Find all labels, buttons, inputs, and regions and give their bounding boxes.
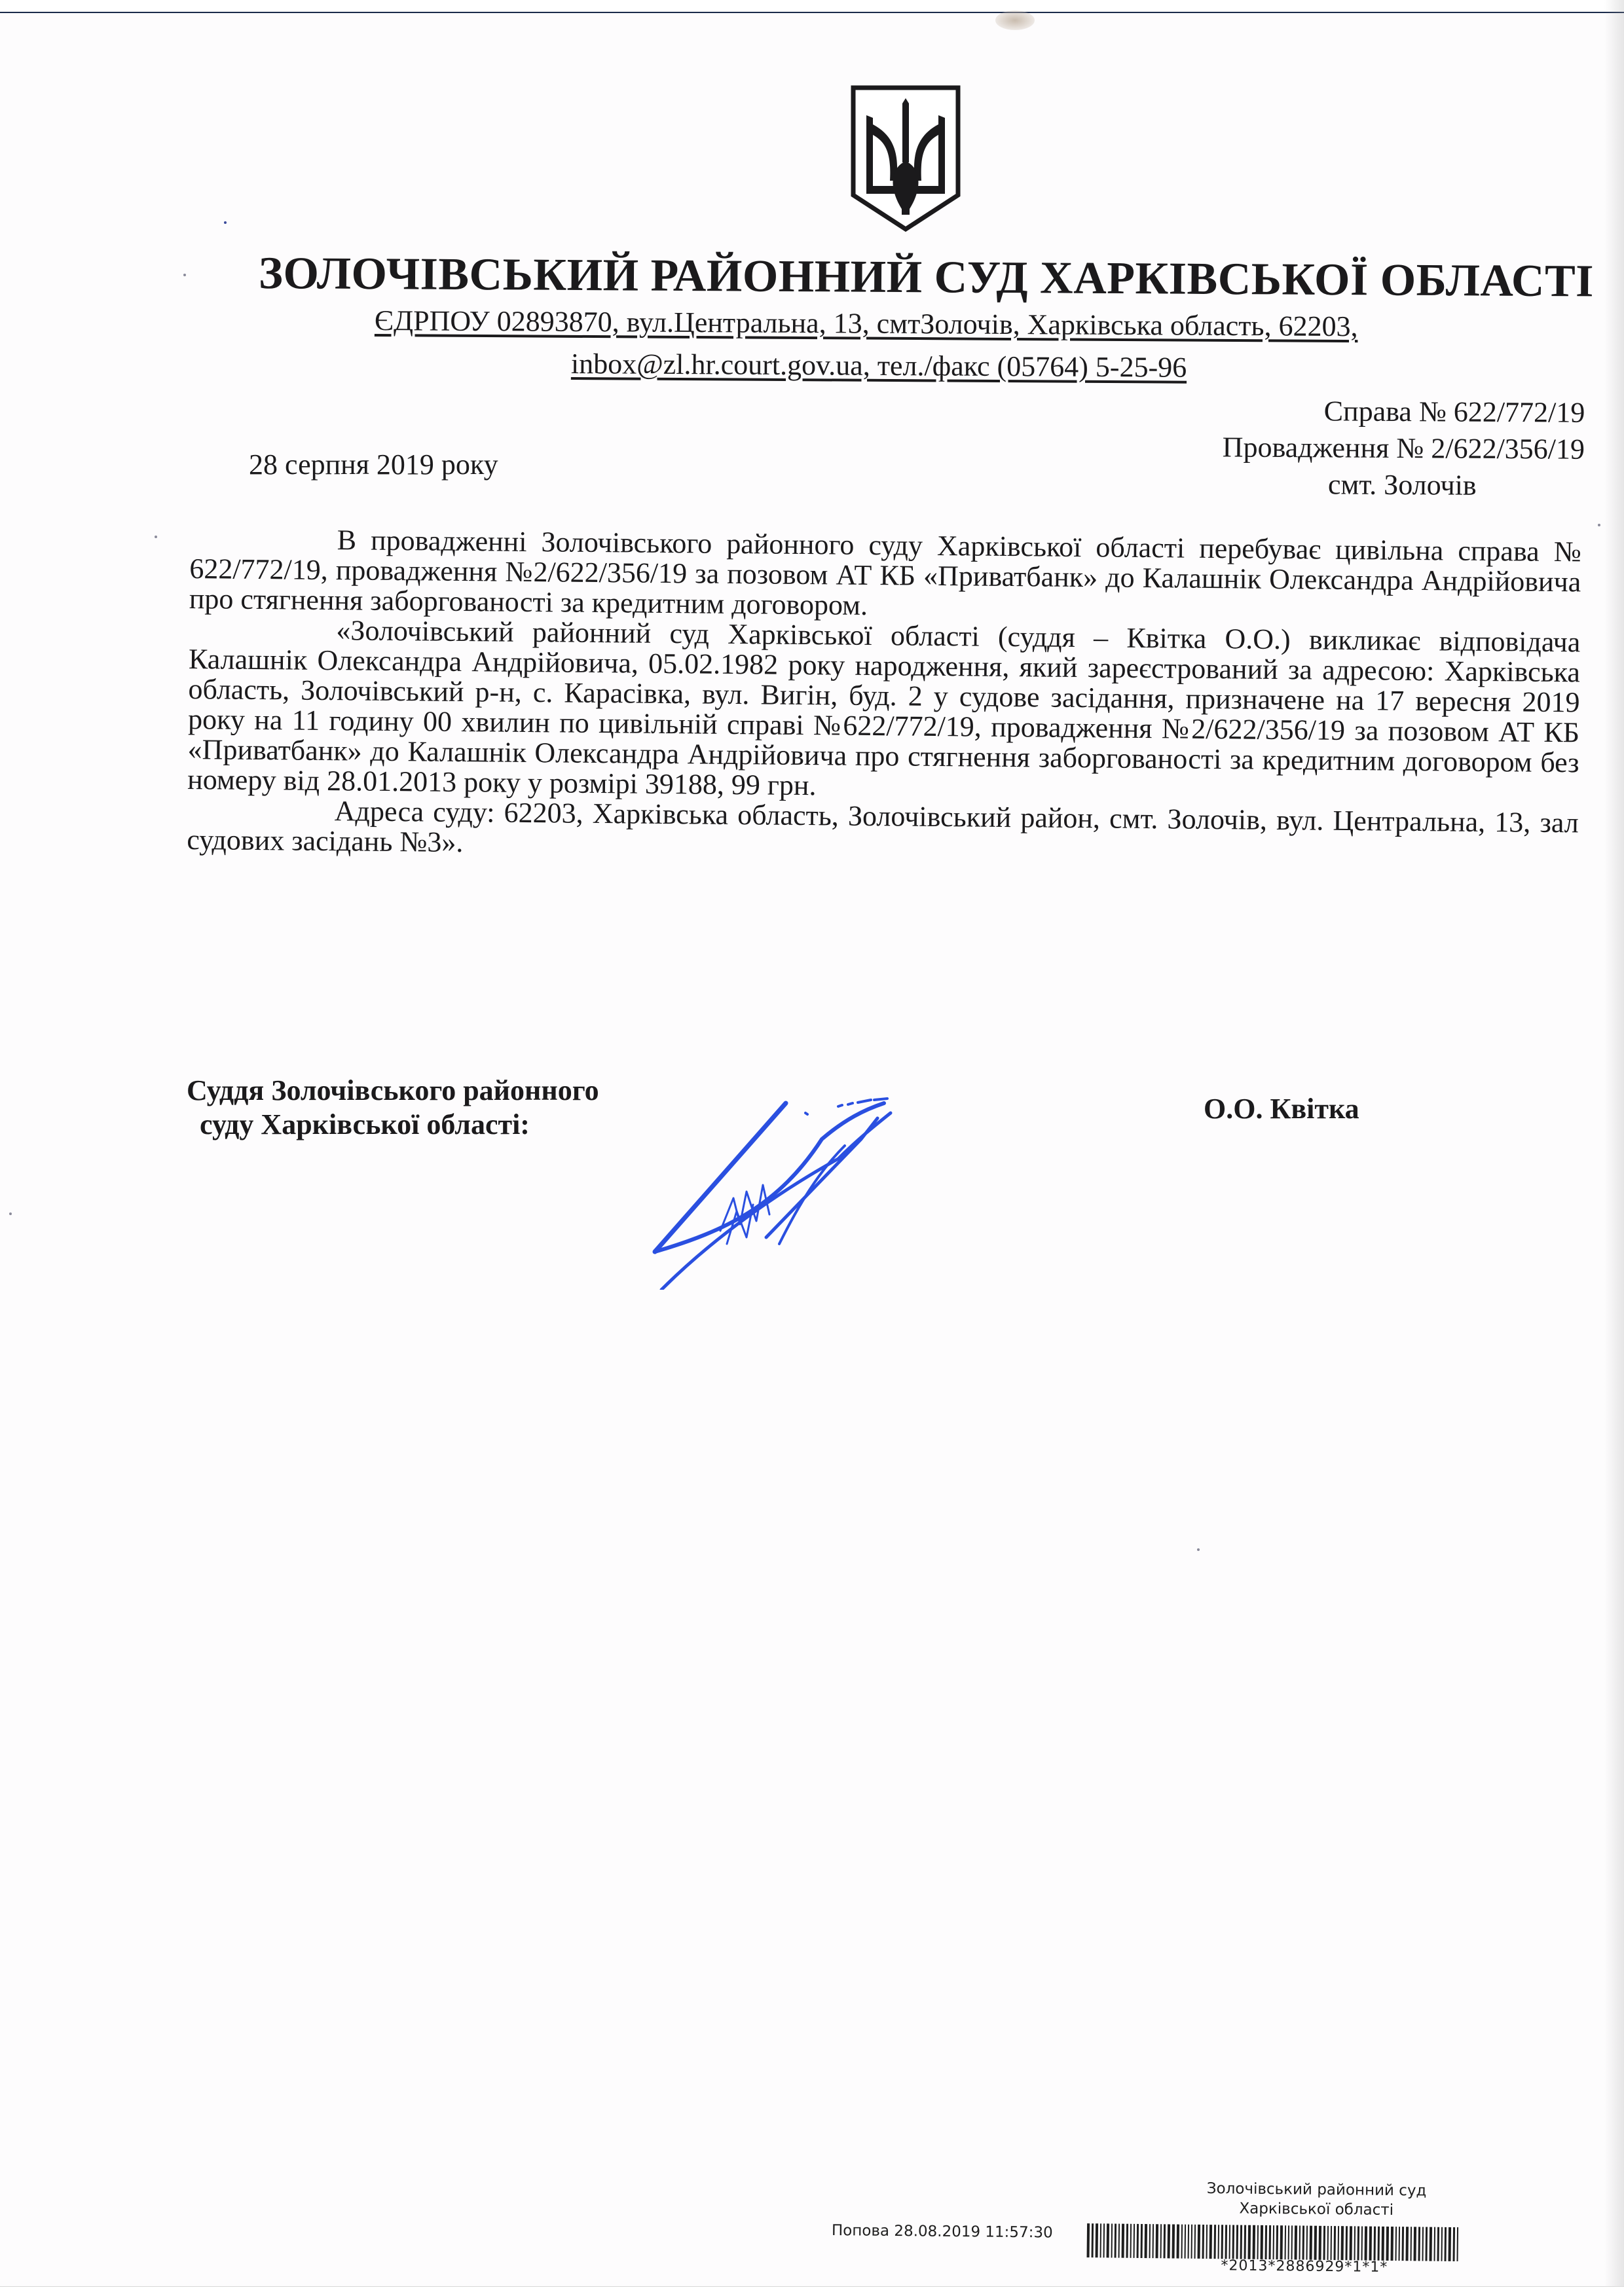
- barcode-bar: [1369, 2227, 1373, 2261]
- barcode-bar: [1418, 2227, 1421, 2261]
- barcode-bar: [1218, 2225, 1220, 2259]
- document-body: [187, 524, 1581, 868]
- court-title: ЗОЛОЧІВСЬКИЙ РАЙОННИЙ СУД ХАРКІВСЬКОЇ ОБЛАСТІ: [258, 248, 1595, 307]
- barcode-bar: [1257, 2225, 1259, 2259]
- barcode-bar: [1323, 2226, 1326, 2260]
- barcode-bar: [1378, 2227, 1380, 2261]
- barcode-bar: [1273, 2225, 1275, 2259]
- barcode-bar: [1285, 2225, 1287, 2259]
- barcode-bar: [1306, 2226, 1308, 2260]
- barcode-bar: [1331, 2226, 1333, 2260]
- barcode-bar: [1386, 2227, 1390, 2261]
- barcode-bar: [1164, 2224, 1166, 2258]
- registration-stamp: [831, 2170, 1579, 2289]
- scan-speck: [224, 221, 227, 224]
- barcode-bar: [1327, 2226, 1329, 2260]
- case-number: Справа № 622/772/19: [1323, 395, 1585, 429]
- barcode-bar: [1334, 2226, 1337, 2260]
- body-paragraph: «Золочівський районний суд Харківської області (суддя – Квітка О.О.) викликає відповідача Калашнік Олександра Андрійовича, 05.02.1982 року народження, який зареєстрований за адресою: Харківська область, Золочівський р-н, с. Карасівка, вул. Вигін, буд. 2 у судове засідання, призначене на 17 вересня 2019 року на 11 годину 00 хвилин по цивільній справі №622/772/19, провадження №2/622/356/19 за позовом АТ КБ «Приватбанк» до Калашнік Олександра Андрійовича про стягнення заборгованості за кредитним договором без номеру від 28.01.2013 року у розмірі 39188, 99 грн.: [187, 614, 1581, 802]
- barcode-bar: [1449, 2227, 1452, 2261]
- town: смт. Золочів: [1327, 468, 1477, 501]
- barcode-bar: [1202, 2225, 1205, 2259]
- case-reference-block: [995, 391, 1585, 504]
- barcode-bar: [1198, 2225, 1201, 2259]
- barcode-bar: [1265, 2225, 1268, 2259]
- barcode-bar: [1341, 2226, 1344, 2260]
- body-paragraph: Адреса суду: 62203, Харківська область, Золочівський район, смт. Золочів, вул. Центральна, 13, зал судових засідань №3».: [187, 795, 1579, 859]
- barcode-bar: [1365, 2227, 1368, 2261]
- barcode-bar: [1111, 2224, 1113, 2258]
- barcode-bar: [1134, 2224, 1135, 2258]
- barcode-bar: [1314, 2226, 1318, 2260]
- stamp-court-line: Золочівський районний суд: [1206, 2180, 1427, 2200]
- barcode-bar: [1422, 2227, 1424, 2261]
- barcode-bar: [1402, 2227, 1405, 2261]
- barcode-bar: [1280, 2225, 1283, 2259]
- barcode-bar: [1092, 2223, 1094, 2257]
- barcode-bar: [1319, 2226, 1322, 2260]
- barcode-bar: [1361, 2227, 1363, 2261]
- barcode-bar: [1441, 2227, 1443, 2261]
- barcode-bar: [1229, 2225, 1231, 2259]
- barcode-bar: [1137, 2224, 1139, 2258]
- barcode-bar: [1430, 2227, 1433, 2261]
- barcode-bar: [1206, 2225, 1208, 2259]
- barcode-bar: [1153, 2224, 1154, 2258]
- barcode-bar: [1096, 2223, 1099, 2257]
- barcode-bar: [1225, 2225, 1228, 2259]
- registrar-timestamp: Попова 28.08.2019 11:57:30: [831, 2222, 1053, 2242]
- barcode-bar: [1145, 2224, 1148, 2258]
- stamp-court-line: Харківської області: [1239, 2200, 1394, 2219]
- barcode-bar: [1453, 2227, 1456, 2261]
- scan-speck: [183, 274, 186, 276]
- barcode-bar: [1115, 2224, 1117, 2258]
- scan-speck: [9, 1212, 12, 1215]
- barcode-bar: [1288, 2225, 1290, 2259]
- barcode-bar: [1399, 2227, 1401, 2261]
- barcode-bar: [1118, 2224, 1120, 2258]
- barcode-bar: [1209, 2225, 1213, 2259]
- barcode-bar: [1185, 2225, 1187, 2259]
- barcode-bar: [1391, 2227, 1394, 2261]
- barcode-bar: [1191, 2225, 1193, 2259]
- barcode-bar: [1214, 2225, 1217, 2259]
- barcode-bar: [1338, 2226, 1340, 2260]
- barcode-bar: [1156, 2224, 1159, 2258]
- coat-of-arms-trident-icon: [849, 84, 962, 233]
- barcode-bar: [1240, 2225, 1243, 2259]
- barcode-bar: [1236, 2225, 1239, 2259]
- barcode-bar: [1457, 2227, 1459, 2261]
- barcode-bar: [1126, 2224, 1129, 2258]
- barcode-bar: [1244, 2225, 1247, 2259]
- scan-bottom-edge: [0, 2286, 1624, 2296]
- scan-speck: [1598, 524, 1600, 526]
- barcode-bar: [1291, 2225, 1293, 2259]
- barcode-bar: [1437, 2227, 1440, 2261]
- scan-smudge: [995, 10, 1035, 30]
- barcode-bar: [1414, 2227, 1417, 2261]
- document-date: 28 серпня 2019 року: [249, 448, 498, 481]
- barcode-bar: [1177, 2225, 1180, 2259]
- proceeding-number: Провадження № 2/622/356/19: [1222, 431, 1585, 465]
- court-address-line: ЄДРПОУ 02893870, вул.Центральна, 13, смтЗолочів, Харківська область, 62203,: [374, 304, 1358, 343]
- barcode-bar: [1160, 2224, 1162, 2258]
- judge-title-line: суду Харківської області:: [200, 1108, 530, 1140]
- judge-title: [187, 1074, 599, 1142]
- barcode-bar: [1302, 2226, 1305, 2260]
- barcode-bar: [1168, 2224, 1171, 2258]
- stamp-court-name: [1185, 2179, 1448, 2221]
- barcode-bar: [1248, 2225, 1251, 2259]
- barcode-bar: [1445, 2227, 1447, 2261]
- barcode-bar: [1350, 2226, 1353, 2260]
- scan-speck: [1197, 1548, 1200, 1551]
- scan-right-shadow: [1604, 0, 1624, 2296]
- barcode-bar: [1100, 2223, 1102, 2257]
- barcode-bar: [1434, 2227, 1436, 2261]
- barcode-bar: [1188, 2225, 1190, 2259]
- scan-speck: [155, 536, 157, 538]
- barcode-bar: [1087, 2223, 1090, 2257]
- barcode-bar: [1253, 2225, 1256, 2259]
- barcode-bar: [1103, 2223, 1105, 2257]
- scan-top-edge: [0, 0, 1624, 13]
- judge-name: О.О. Квітка: [1204, 1093, 1359, 1125]
- barcode-bar: [1130, 2224, 1132, 2258]
- barcode-bar: [1181, 2225, 1183, 2259]
- barcode-bar: [1310, 2226, 1313, 2260]
- barcode-bar: [1261, 2225, 1264, 2259]
- barcode-bar: [1122, 2224, 1125, 2258]
- barcode-bar: [1149, 2224, 1151, 2258]
- barcode-bar: [1299, 2226, 1301, 2260]
- barcode-bar: [1346, 2226, 1348, 2260]
- barcode-bar: [1374, 2227, 1376, 2261]
- barcode-bar: [1426, 2227, 1428, 2261]
- barcode-bar: [1232, 2225, 1235, 2259]
- barcode-bar: [1411, 2227, 1412, 2261]
- barcode-bar: [1382, 2227, 1385, 2261]
- barcode-bar: [1354, 2226, 1356, 2260]
- body-paragraph: В провадженні Золочівського районного суду Харківської області перебуває цивільна справа № 622/772/19, провадження №2/622/356/19 за позовом АТ КБ «Приватбанк» до Калашнік Олександра Андрійовича про стягнення заборгованості за кредитним договором.: [189, 524, 1581, 621]
- barcode-bar: [1221, 2225, 1224, 2259]
- barcode-bar: [1194, 2225, 1196, 2259]
- barcode-bar: [1172, 2224, 1175, 2258]
- barcode-bar: [1107, 2223, 1110, 2257]
- barcode-bar: [1141, 2224, 1143, 2258]
- court-contact-line: inbox@zl.hr.court.gov.ua, тел./факс (05764) 5-25-96: [570, 348, 1187, 384]
- barcode-bar: [1269, 2225, 1272, 2259]
- judge-title-line: Суддя Золочівського районного: [187, 1074, 599, 1106]
- barcode-bar: [1295, 2225, 1298, 2259]
- barcode-bar: [1276, 2225, 1279, 2259]
- barcode-bar: [1406, 2227, 1409, 2261]
- handwritten-signature: [648, 1074, 1146, 1290]
- barcode-bar: [1357, 2226, 1360, 2260]
- barcode: [1087, 2223, 1546, 2262]
- barcode-text: *2013*2886929*1*1*: [1221, 2257, 1388, 2276]
- barcode-bar: [1395, 2227, 1397, 2261]
